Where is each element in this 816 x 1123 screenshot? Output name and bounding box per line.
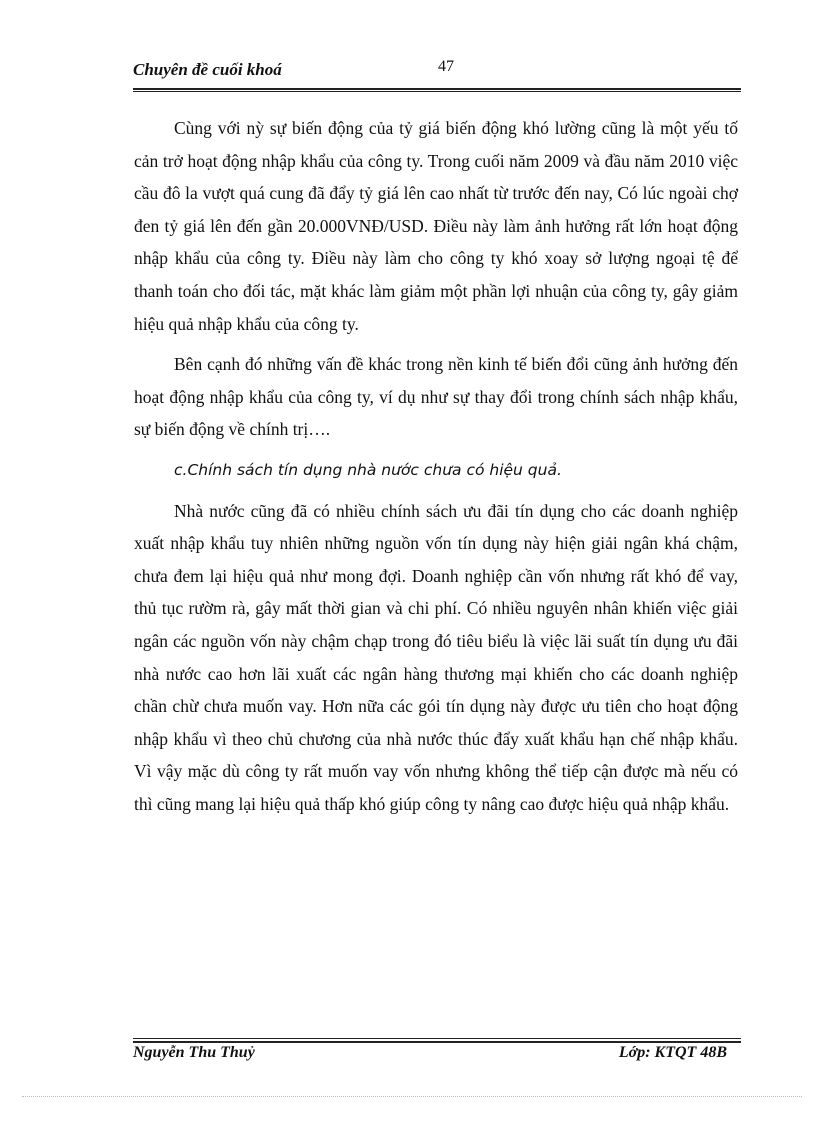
page-number: 47	[438, 58, 454, 75]
class-label: Lớp: KTQT 48B	[618, 1044, 727, 1061]
page-edge-divider	[22, 1096, 802, 1097]
header-rule-thick	[133, 88, 741, 90]
author-name: Nguyễn Thu Thuỷ	[133, 1044, 255, 1061]
paragraph-other-factors: Bên cạnh đó những vấn đề khác trong nền kinh tế biến đổi cũng ảnh hưởng đến hoạt động nhập khẩu của công ty, ví dụ như sự thay đổi trong chính sách nhập khẩu, sự biến động về chính trị….	[134, 354, 738, 440]
page-body	[134, 112, 738, 820]
footer-rule-thick	[133, 1041, 741, 1043]
paragraph-exchange-rate: Cùng với nỳ sự biến động của tỷ giá biến động khó lường cũng là một yếu tố cản trở hoạt động nhập khẩu của công ty. Trong cuối năm 2009 và đầu năm 2010 việc cầu đô la vượt quá cung đã đẩy tỷ giá lên cao nhất từ trước đến nay, Có lúc ngoài chợ đen tỷ giá lên đến gần 20.000VNĐ/USD. Điều này làm ảnh hưởng rất lớn hoạt động nhập khẩu của công ty. Điều này làm cho công ty khó xoay sở lượng ngoại tệ để thanh toán cho đối tác, mặt khác làm giảm một phần lợi nhuận của công ty, gây giảm hiệu quả nhập khẩu của công ty.	[134, 118, 738, 334]
header-rule-thin	[133, 91, 741, 92]
paragraph-credit-policy: Nhà nước cũng đã có nhiều chính sách ưu đãi tín dụng cho các doanh nghiệp xuất nhập khẩu tuy nhiên những nguồn vốn tín dụng này hiện giải ngân khá chậm, chưa đem lại hiệu quả như mong đợi. Doanh nghiệp cần vốn nhưng rất khó để vay, thủ tục rườm rà, gây mất thời gian và chi phí. Có nhiều nguyên nhân khiến việc giải ngân các nguồn vốn này chậm chạp trong đó tiêu biểu là việc lãi suất tín dụng ưu đãi nhà nước cao hơn lãi xuất các ngân hàng thương mại khiến cho các doanh nghiệp chần chừ chưa muốn vay. Hơn nữa các gói tín dụng này được ưu tiên cho hoạt động nhập khẩu vì theo chủ chương của nhà nước thúc đẩy xuất khẩu hạn chế nhập khẩu. Vì vậy mặc dù công ty rất muốn vay vốn nhưng không thể tiếp cận được mà nếu có thì cũng mang lại hiệu quả thấp khó giúp công ty nâng cao được hiệu quả nhập khẩu.	[134, 500, 738, 814]
footer-rule-thin	[133, 1038, 741, 1039]
document-title: Chuyên đề cuối khoá	[133, 60, 282, 79]
section-subheading: c.Chính sách tín dụng nhà nước chưa có hiệu quả.	[174, 460, 562, 479]
page-header	[133, 58, 741, 86]
